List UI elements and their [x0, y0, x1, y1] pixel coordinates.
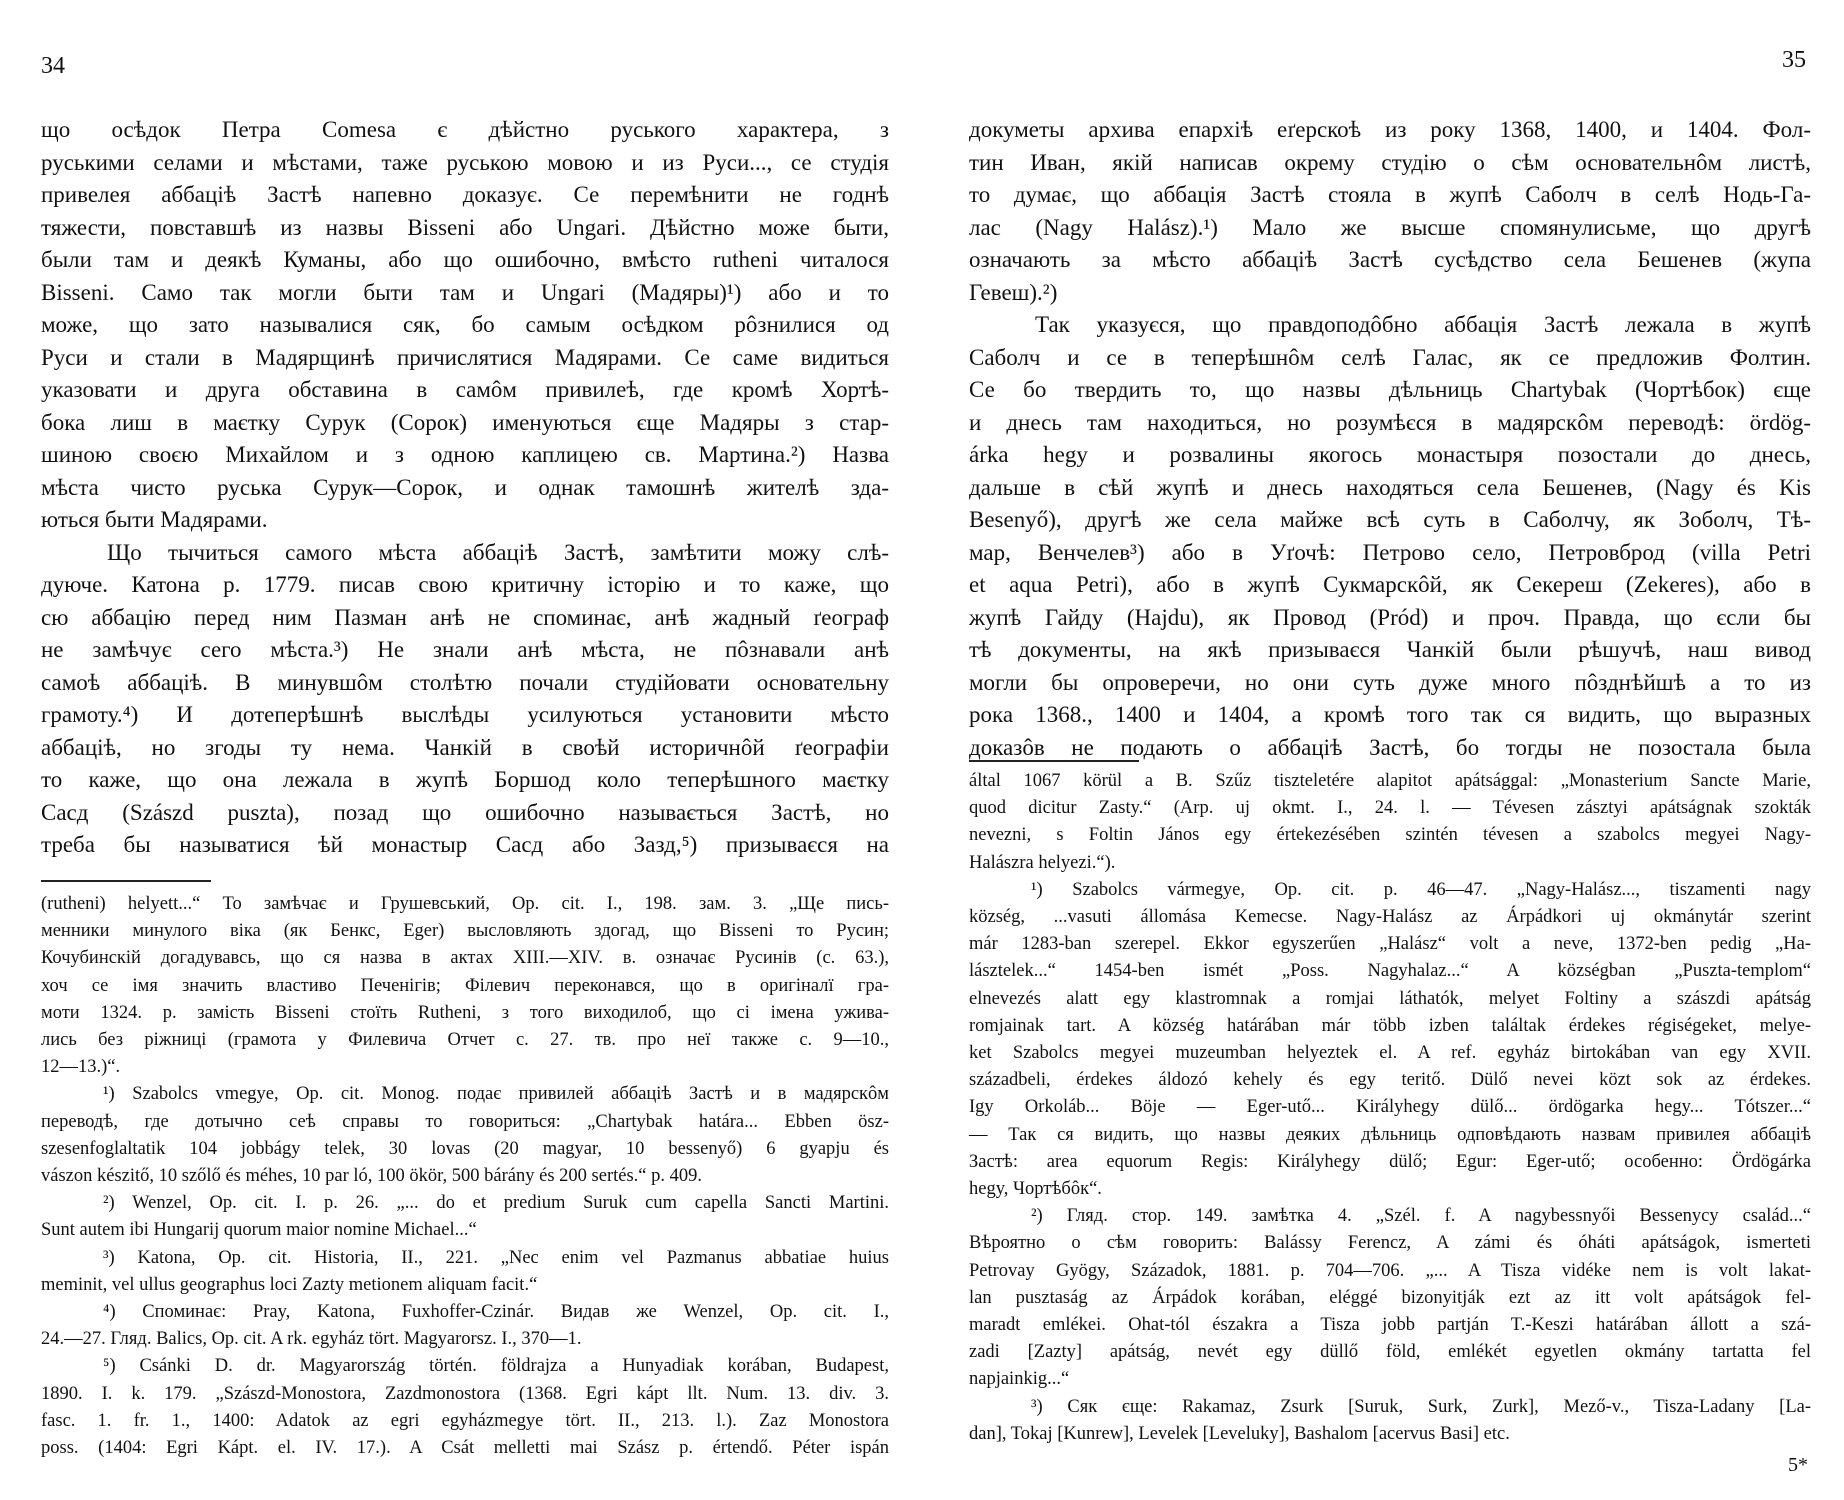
body-text-line: сю аббацію перед ним Пазман анѣ не споминає, анѣ жадный ґеограф [41, 604, 889, 630]
body-text-line: самоѣ аббаціѣ. В минувшôм столѣтю почали студійовати основательну [41, 669, 889, 695]
footnote-line: lan pusztaság az Árpádok korában, eléggé bizonyitják ezt az itt volt apátságok fel- [969, 1287, 1811, 1308]
body-text-line: дуюче. Катона р. 1779. писав свою критичну історію и то каже, що [41, 572, 889, 597]
body-text-line: грамоту.⁴) И дотеперѣшнѣ выслѣды усилуються установити мѣсто [41, 702, 889, 727]
footnote-line: Застѣ: area equorum Regis: Királyhegy dülő; Egur: Eger-utő; особенно: Ördögárka [969, 1151, 1811, 1172]
footnote-line: maradt emlékei. Ohat-tól északra a Tisza jobb partján T.-Keszi határában állott a szá- [969, 1315, 1811, 1336]
right-page-footnotes [969, 768, 1811, 1448]
footnote-line: хоч се імя значить властиво Печенігів; Філевич переконався, що в оригіналї гра- [41, 975, 889, 996]
footnote-line: менники минулого віка (як Бенкс, Eger) высловляють здогад, що Bisseni то Русин; [41, 921, 889, 942]
footnote-line: ³) Katona, Op. cit. Historia, II., 221. „Nec enim vel Pazmanus abbatiae huius [103, 1247, 889, 1268]
footnote-line: romjainak tart. A község határában már több izben találtak érdekes régiségeket, melye- [969, 1015, 1811, 1036]
footnote-line: vászon készitő, 10 szőlő és méhes, 10 par ló, 100 ökör, 500 bárány és 200 sertés.“ p. 409. [41, 1166, 703, 1187]
footnote-line: ¹) Szabolcs vmegye, Op. cit. Monog. подає привилей аббаціѣ Застѣ и в мадярскôм [103, 1084, 889, 1105]
footnote-line: szesenfoglaltatik 104 jobbágy telek, 30 lovas (20 magyar, 10 bessenyő) 6 gyapju és [41, 1138, 889, 1159]
body-text-line: и днесь там находиться, но розумѣєся в мадярскôм переводѣ: ördög- [969, 409, 1811, 435]
body-text-line: лас (Nagy Halász).¹) Мало же высше спомянулисьме, що другѣ [969, 214, 1811, 240]
footnote-line: ²) Гляд. стор. 149. замѣтка 4. „Szél. f. A nagybessnyői Bessenycy család...“ [1031, 1206, 1811, 1227]
left-page-footnotes [41, 891, 889, 1462]
body-text-line: шиною своєю Михайлом и з одною каплицею св. Мартина.²) Назва [41, 442, 889, 467]
body-text-line: може, що зато называлися сяк, бо самым осѣдком рôзнилися од [41, 312, 889, 337]
right-page-body-text [969, 114, 1811, 764]
body-text-line: докуметы архива епархіѣ еґерскоѣ из року 1368, 1400, и 1404. Фол- [969, 117, 1811, 142]
body-text-line: що осѣдок Петра Comesa є дѣйстно руського характера, з [41, 117, 889, 142]
footnote-line: elnevezés alatt egy klastromnak a romjai láthatók, melyet Foltiny a szászdi apátság [969, 988, 1811, 1009]
body-text-line: треба бы называтися ѣй монастыр Сасд або Зазд,⁵) призываєся на [41, 832, 889, 857]
footnote-line: (rutheni) helyett...“ То замѣчає и Грушевський, Op. cit. I., 198. зам. 3. „Ще пись- [41, 894, 889, 914]
body-text-line: то думає, що аббація Застѣ стояла в жупѣ Саболч в селѣ Нодь-Га- [969, 182, 1811, 207]
left-page-body-text [41, 114, 889, 862]
page-number-left: 34 [41, 53, 65, 79]
footnote-line: által 1067 körül a B. Szűz tiszteletére alapitot apátsággal: „Monasterium Sancte Marie, [969, 771, 1811, 791]
footnote-line: Sunt autem ibi Hungarij quorum maior nomine Michael...“ [41, 1220, 477, 1241]
body-text-line: аббаціѣ, но згоды ту нема. Чанкій в своѣй историчнôй ґеографіи [41, 734, 889, 760]
footnote-line: már 1283-ban szerepel. Ekkor egyszerűen „Halász“ volt a neve, 1372-ben pedig „Ha- [969, 934, 1811, 955]
footnote-line: meminit, vel ullus geographus loci Zazty metionem aliquam facit.“ [41, 1274, 538, 1295]
footnote-line: Halászra helyezi.“). [969, 852, 1116, 873]
body-text-line: не замѣчує сего мѣста.³) Не знали анѣ мѣста, не пôзнавали анѣ [41, 637, 889, 662]
footnote-line: 1890. I. k. 179. „Szászd-Monostora, Zazdmonostora (1368. Egri kápt llt. Num. 13. div. 3. [41, 1383, 889, 1404]
footnote-line: lásztelek...“ 1454-ben ismét „Poss. Nagyhalaz...“ A községban „Puszta-templom“ [969, 961, 1811, 982]
body-text-line: рока 1368., 1400 и 1404, а кромѣ того так ся видить, що выразных [969, 702, 1811, 727]
body-text-line: означають за мѣсто аббаціѣ Застѣ сусѣдство села Бешенев (жупа [969, 247, 1811, 272]
footnote-line: — Так ся видить, що назвы деяких дѣльниць одповѣдають назвам привилея аббаціѣ [969, 1124, 1811, 1145]
footnote-line: hegy, Чортѣбôк“. [969, 1179, 1102, 1200]
body-text-line: могли бы опроверечи, но они суть дуже много пôзднѣйшѣ а то из [969, 669, 1811, 695]
footnote-divider-right [969, 760, 1139, 762]
footnote-line: fasc. 1. fr. 1., 1400: Adatok az egri egyházmegye tört. II., 213. l.). Zaz Monostora [41, 1410, 889, 1431]
body-text-line: ються быти Мадярами. [41, 507, 268, 532]
body-text-line: тѣ документы, на якѣ призываєся Чанкій были рѣшучѣ, наш вивод [969, 637, 1811, 662]
body-text-line: мар, Венчелев³) або в Уґочѣ: Петрово село, Петровброд (villa Petri [969, 539, 1811, 565]
body-text-line: Руси и стали в Мадярщинѣ причислятися Мадярами. Се саме видиться [41, 344, 889, 370]
printer-signature-mark: 5* [1788, 1454, 1808, 1476]
page-number-right: 35 [1782, 47, 1806, 73]
footnote-line: ket Szabolcs megyei muzeumban helyeztek el. A ref. egyház birtokában van egy XVII. [969, 1043, 1811, 1064]
footnote-line: quod dicitur Zasty.“ (Arp. uj okmt. I., 24. l. — Tévesen zásztyi apátságnak szokták [969, 798, 1811, 819]
body-text-line: доказôв не подають о аббаціѣ Застѣ, бо тогды не позостала была [969, 734, 1811, 760]
footnote-line: napjainkig...“ [969, 1369, 1070, 1390]
body-text-line: Гевеш).²) [969, 279, 1058, 305]
body-text-line: тин Иван, якій написав окрему студію о сѣм основательнôм листѣ, [969, 149, 1811, 175]
footnote-line: Igy Orkoláb... Böje — Eger-utő... Királyhegy dülő... ördögarka hegy... Tótszer...“ [969, 1097, 1811, 1118]
footnote-line: Вѣроятно о сѣм говорить: Balássy Ferencz, A zámi és óháti apátságok, ismerteti [969, 1233, 1811, 1254]
body-text-line: Саболч и се в теперѣшнôм селѣ Галас, як се предложив Фолтин. [969, 344, 1811, 370]
body-text-line: Сасд (Szászd puszta), позад що ошибочно называється Застѣ, но [41, 799, 889, 825]
body-text-line: Так указуєся, що правдоподôбно аббація Застѣ лежала в жупѣ [1035, 312, 1811, 337]
body-text-line: жупѣ Гайду (Hajdu), як Провод (Pród) и проч. Правда, що єсли бы [969, 604, 1811, 630]
footnote-line: Кочубинскій догадувавсь, що ся назва в актах XIII.—XIV. в. означає Русинів (с. 63.), [41, 948, 889, 969]
body-text-line: Bisseni. Само так могли быти там и Ungari (Мадяры)¹) або и то [41, 279, 889, 305]
body-text-line: Besenyő), другѣ же села майже всѣ суть в Саболчу, як Зоболч, Тѣ- [969, 507, 1811, 532]
body-text-line: et aqua Petri), або в жупѣ Сукмарскôй, як Секереш (Zekeres), або в [969, 572, 1811, 597]
footnote-line: переводѣ, где дотычно сеѣ справы то говориться: „Chartybak határa... Ebben ösz- [41, 1111, 889, 1132]
footnote-line: моти 1324. р. замість Bisseni стоїть Rutheni, з того виходилоб, що сі імена ужива- [41, 1002, 889, 1023]
footnote-line: Petrovay Gyögy, Századok, 1881. p. 704—706. „... A Tisza vidéke nem is volt lakat- [969, 1260, 1811, 1281]
footnote-line: nevezni, s Foltin János egy értekezésében szintén tévesen a szabolcs megyei Nagy- [969, 825, 1811, 846]
footnote-line: ¹) Szabolcs vármegye, Op. cit. p. 46—47. „Nagy-Halász..., tiszamenti nagy [1031, 879, 1811, 900]
footnote-divider-left [41, 880, 211, 882]
footnote-line: 12—13.)“. [41, 1057, 121, 1078]
body-text-line: árka hegy и розвалины якогось монастыря позостали до днесь, [969, 442, 1811, 467]
footnote-line: ⁵) Csánki D. dr. Magyarország történ. földrajza a Hunyadiak korában, Budapest, [103, 1356, 889, 1377]
footnote-line: századbeli, érdekes áldozó kehely és egy teritő. Dülő nevei közt sok az érdekes. [969, 1070, 1811, 1091]
footnote-line: dan], Tokaj [Kunrew], Levelek [Leveluky], Bashalom [acervus Basi] etc. [969, 1423, 1510, 1444]
body-text-line: указовати и друга обставина в самôм привилеѣ, где кромѣ Хортѣ- [41, 377, 889, 402]
footnote-line: ²) Wenzel, Op. cit. I. p. 26. „... do et predium Suruk cum capella Sancti Martini. [103, 1193, 889, 1214]
body-text-line: Се бо твердить то, що назвы дѣльниць Chartybak (Чортѣбок) єще [969, 377, 1811, 402]
footnote-line: község, ...vasuti állomása Kemecse. Nagy-Halász az Árpádkori uj okmánytár szerint [969, 907, 1811, 928]
body-text-line: то каже, що она лежала в жупѣ Боршод коло теперѣшного маєтку [41, 767, 889, 792]
body-text-line: были там и деякѣ Куманы, або що ошибочно, вмѣсто rutheni читалося [41, 247, 889, 272]
body-text-line: руськими селами и мѣстами, таже руською мовою и из Руси..., се студія [41, 149, 889, 175]
footnote-line: poss. (1404: Egri Kápt. el. IV. 17.). A Csát melletti mai Szász p. értendő. Péter ispán [41, 1438, 889, 1459]
footnote-line: 24.—27. Гляд. Balics, Op. cit. A rk. egyház tört. Magyarorsz. I., 370—1. [41, 1329, 582, 1350]
body-text-line: мѣста чисто руська Сурук—Сорок, и однак тамошнѣ жителѣ зда- [41, 474, 889, 500]
body-text-line: Що тычиться самого мѣста аббаціѣ Застѣ, замѣтити можу слѣ- [107, 539, 889, 565]
body-text-line: привелея аббаціѣ Застѣ напевно доказує. Се перемѣнити не годнѣ [41, 182, 889, 207]
body-text-line: бока лиш в маєтку Сурук (Сорок) именуються єще Мадяры з стар- [41, 409, 889, 435]
footnote-line: лись без ріжниці (грамота у Филевича Отчет с. 27. тв. про неї также с. 9—10., [41, 1030, 889, 1051]
footnote-line: zadi [Zazty] apátság, nevét egy düllő föld, emlékét egyetlen okmány tartatta fel [969, 1342, 1811, 1363]
footnote-line: ⁴) Споминає: Pray, Katona, Fuxhoffer-Czinár. Видав же Wenzel, Op. cit. I., [103, 1302, 889, 1323]
body-text-line: тяжести, повставшѣ из назвы Bisseni або Ungari. Дѣйстно може быти, [41, 214, 889, 240]
footnote-line: ³) Сяк єще: Rakamaz, Zsurk [Suruk, Surk, Zurk], Mező-v., Tisza-Ladany [La- [1031, 1396, 1811, 1417]
body-text-line: дальше в сѣй жупѣ и днесь находяться села Бешенев, (Nagy és Kis [969, 474, 1811, 500]
